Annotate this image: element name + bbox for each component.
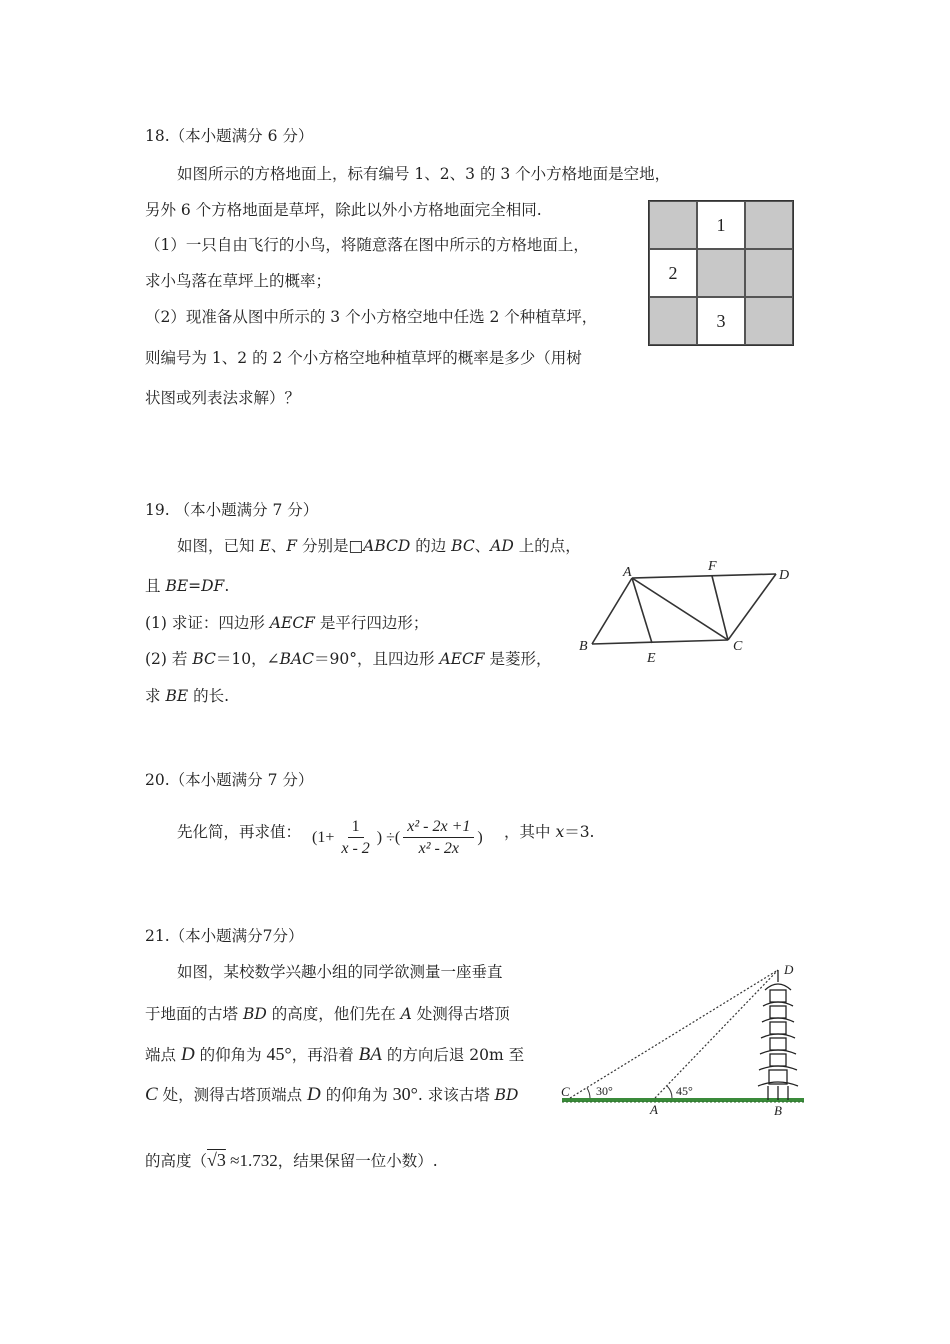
q19-p1-text-b: 、	[270, 537, 287, 555]
q20-tail-x: x	[555, 823, 565, 841]
q19-p3-aecf: AECF	[269, 614, 315, 632]
label-c: C	[733, 639, 743, 654]
grid-3x3	[648, 200, 794, 346]
edge-cd	[728, 574, 776, 640]
q19-para-3	[145, 613, 428, 633]
q18-para-3: （1）一只自由飞行的小鸟，将随意落在图中所示的方格地面上，	[145, 236, 589, 254]
q21-l4-a: 处，测得古塔顶端点	[157, 1086, 308, 1104]
angle-arc-30	[587, 1088, 590, 1098]
q19-p4-bac: BAC	[279, 650, 315, 668]
q21-tower-figure	[560, 960, 810, 1120]
q18-grid-figure	[648, 200, 794, 348]
q19-p1-text-a: 如图，已知	[177, 537, 260, 555]
q19-parallelogram-figure	[570, 556, 800, 674]
grid-cell-grass	[745, 297, 793, 345]
label-a: A	[623, 565, 632, 580]
fraction-1-numerator: 1	[348, 817, 364, 838]
sight-line-c	[570, 970, 778, 1098]
expr-open: (1+	[312, 829, 335, 846]
q19-p3-text-a: (1) 求证：四边形	[145, 614, 270, 632]
fraction-1-denominator: x - 2	[341, 839, 370, 857]
grid-cell-grass	[745, 249, 793, 297]
q21-l2-c: 处测得古塔顶	[411, 1005, 510, 1023]
q21-l3-a: 端点	[145, 1046, 181, 1064]
q21-l4-c-text: . 求该古塔	[417, 1086, 495, 1104]
q21-l4-bd: BD	[494, 1086, 519, 1104]
q19-p5-text-a: 求	[145, 687, 166, 705]
q19-p4-aecf: AECF	[439, 650, 485, 668]
q19-header: 19. （本小题满分 7 分）	[145, 501, 319, 519]
q19-p1-point-f: F	[286, 537, 298, 555]
q19-p1-text-e: 、	[474, 537, 491, 555]
q20-tail	[504, 822, 594, 842]
q21-l3-d: D	[180, 1044, 195, 1065]
q19-p4-text-c: ＝90°，且四边形	[314, 650, 440, 668]
q19-p1-text-d: 的边	[410, 537, 452, 555]
grid-cell-empty-1: 1	[697, 201, 745, 249]
q19-para-4	[145, 649, 552, 669]
fraction-2-numerator: x² - 2x +1	[403, 817, 474, 838]
q19-p1-point-e: E	[259, 537, 271, 555]
grid-cell-empty-2: 2	[649, 249, 697, 297]
fraction-2-denominator: x² - 2x	[418, 839, 459, 857]
q19-p3-text-b: 是平行四边形；	[314, 614, 429, 632]
q21-l3-angle: 45°	[266, 1044, 292, 1064]
q19-p4-bc: BC	[192, 650, 216, 668]
label-angle-45: 45°	[676, 1084, 693, 1098]
q21-line-3	[145, 1044, 524, 1065]
q21-l4-angle: 30°	[392, 1084, 418, 1104]
q20-lead: 先化简，再求值：	[177, 823, 302, 841]
q20-expression	[312, 810, 483, 866]
q18-para-7: 状图或列表法求解）？	[145, 389, 301, 407]
q19-p1-side-ad: AD	[490, 537, 514, 555]
q20-tail-a: ，其中	[504, 823, 556, 841]
label-b: B	[774, 1103, 782, 1118]
edge-bc	[592, 640, 728, 644]
q21-l4-c: C	[145, 1084, 158, 1105]
expr-mid: ) ÷(	[376, 829, 401, 846]
q20-tail-b: ＝3.	[564, 823, 595, 841]
q21-l5-b: ，结果保留一位小数）.	[277, 1152, 438, 1170]
grid-cell-grass	[649, 297, 697, 345]
q18-para-5: （2）现准备从图中所示的 3 个小方格空地中任选 2 个种植草坪，	[145, 308, 598, 326]
edge-ab	[592, 578, 632, 644]
q19-p1-side-bc: BC	[451, 537, 475, 555]
q18-header: 18.（本小题满分 6 分）	[145, 127, 314, 145]
q21-l3-b: 的仰角为	[194, 1046, 267, 1064]
q19-para-5	[145, 686, 229, 706]
angle-arc-45	[667, 1086, 672, 1098]
q21-l2-b: 的高度，他们先在	[266, 1005, 401, 1023]
edge-ad	[632, 574, 776, 578]
grid-cell-grass	[745, 201, 793, 249]
q19-para-2	[145, 576, 229, 596]
q18-para-1: 如图所示的方格地面上，标有编号 1、2、3 的 3 个小方格地面是空地，	[177, 165, 671, 183]
q21-l2-bd: BD	[242, 1005, 267, 1023]
label-d: D	[784, 962, 794, 977]
segment-ac	[632, 578, 728, 640]
q18-para-4: 求小鸟落在草坪上的概率；	[145, 272, 332, 290]
grid-cell-grass	[697, 249, 745, 297]
q19-p5-be: BE	[165, 687, 189, 705]
q21-line-5	[145, 1150, 438, 1171]
q18-para-6: 则编号为 1、2 的 2 个小方格空地种植草坪的概率是多少（用树	[145, 349, 582, 367]
q21-line-2	[145, 1004, 510, 1024]
q21-line-1: 如图，某校数学兴趣小组的同学欲测量一座垂直	[177, 963, 503, 981]
fraction-1	[337, 817, 373, 860]
q21-l3-ba: BA	[358, 1044, 382, 1065]
q19-p2-equation: BE=DF	[165, 577, 225, 595]
label-c: C	[561, 1084, 570, 1099]
label-a: A	[650, 1102, 658, 1117]
label-b: B	[579, 639, 588, 654]
q19-p1-text-f: 上的点，	[513, 537, 581, 555]
q19-p4-text-d: 是菱形，	[484, 650, 552, 668]
q21-l2-a: 于地面的古塔	[145, 1005, 243, 1023]
segment-ae	[632, 578, 652, 643]
q21-l2-a-point: A	[400, 1005, 412, 1023]
q19-p1-text-c: 分别是	[297, 537, 349, 555]
grid-cell-grass	[649, 201, 697, 249]
label-e: E	[647, 651, 656, 666]
q19-para-1	[177, 536, 581, 556]
q21-line-4	[145, 1084, 518, 1105]
grid-cell-empty-3: 3	[697, 297, 745, 345]
q21-l3-d-text: 的方向后退 20m 至	[381, 1046, 525, 1064]
q19-p2-text-b: .	[224, 577, 230, 595]
q21-l3-c: ，再沿着	[291, 1046, 359, 1064]
q21-l5-a: 的高度（	[145, 1152, 208, 1170]
label-angle-30: 30°	[596, 1084, 613, 1098]
q18-para-2: 另外 6 个方格地面是草坪，除此以外小方格地面完全相同.	[145, 201, 542, 219]
q20-header: 20.（本小题满分 7 分）	[145, 771, 314, 789]
label-d: D	[779, 568, 790, 583]
q19-p2-text-a: 且	[145, 577, 166, 595]
q21-header: 21.（本小题满分7分）	[145, 927, 304, 945]
q21-l4-b: 的仰角为	[320, 1086, 393, 1104]
pagoda	[758, 970, 798, 1100]
expr-close: )	[477, 829, 483, 846]
q19-p4-text-b: ＝10，∠	[215, 650, 280, 668]
q19-p5-text-b: 的长.	[188, 687, 230, 705]
q19-p4-text-a: (2) 若	[145, 650, 193, 668]
label-f: F	[708, 559, 717, 574]
q19-p1-parallelogram: □ABCD	[348, 537, 411, 555]
fraction-2	[403, 817, 474, 860]
q21-l4-d: D	[307, 1084, 321, 1105]
q21-l5-sqrt: √3	[207, 1150, 226, 1170]
q21-l5-approx: ≈1.732	[225, 1151, 278, 1170]
